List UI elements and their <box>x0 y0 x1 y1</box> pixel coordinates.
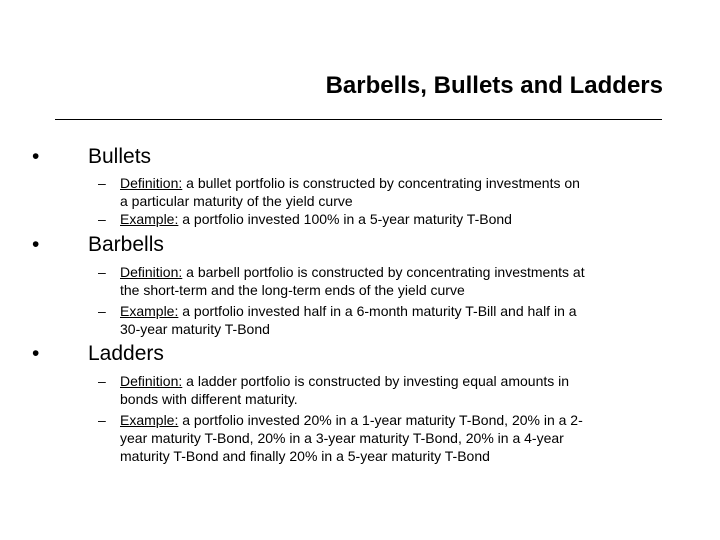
bullet-icon: • <box>32 342 40 365</box>
sub-item-line <box>120 320 577 338</box>
sub-item-text: bonds with different maturity. <box>120 391 298 407</box>
dash-icon: – <box>98 303 106 319</box>
sub-item-label: Definition: <box>120 373 183 389</box>
bullet-icon: • <box>32 145 40 168</box>
sub-item-definition <box>98 174 580 210</box>
sub-item-text: maturity T-Bond and finally 20% in a 5-year maturity T-Bond <box>120 448 490 464</box>
bullet-heading-barbells <box>32 233 164 257</box>
heading-text: Ladders <box>88 342 164 365</box>
sub-item-line <box>120 192 580 210</box>
bullet-heading-bullets <box>32 145 152 169</box>
heading-text: Barbells <box>88 233 164 256</box>
dash-icon: – <box>98 264 106 280</box>
sub-item-text: a particular maturity of the yield curve <box>120 193 353 209</box>
sub-item-example <box>98 210 512 228</box>
sub-item-label: Definition: <box>120 175 183 191</box>
sub-item-example <box>98 302 577 338</box>
sub-item-label: Definition: <box>120 264 183 280</box>
dash-icon: – <box>98 373 106 389</box>
sub-item-definition <box>98 372 569 408</box>
heading-text: Bullets <box>88 145 152 168</box>
sub-item-text: 30-year maturity T-Bond <box>120 321 270 337</box>
sub-item-line <box>120 263 585 281</box>
sub-item-example <box>98 411 583 465</box>
sub-item-line <box>120 174 580 192</box>
bullet-icon: • <box>32 233 40 256</box>
dash-icon: – <box>98 175 106 191</box>
sub-item-line <box>120 210 512 228</box>
sub-item-line <box>120 390 569 408</box>
sub-item-text: a portfolio invested half in a 6-month maturity T-Bill and half in a <box>178 303 577 319</box>
sub-item-definition <box>98 263 585 299</box>
sub-item-text: a bullet portfolio is constructed by concentrating investments on <box>182 175 580 191</box>
bullet-heading-ladders <box>32 342 164 366</box>
sub-item-line <box>120 302 577 320</box>
sub-item-line <box>120 411 583 429</box>
sub-item-line <box>120 281 585 299</box>
slide-title: Barbells, Bullets and Ladders <box>325 72 663 99</box>
sub-item-text: a portfolio invested 20% in a 1-year maturity T-Bond, 20% in a 2- <box>178 412 583 428</box>
sub-item-text: year maturity T-Bond, 20% in a 3-year maturity T-Bond, 20% in a 4-year <box>120 430 564 446</box>
sub-item-label: Example: <box>120 303 179 319</box>
sub-item-line <box>120 372 569 390</box>
title-divider <box>55 119 662 120</box>
sub-item-label: Example: <box>120 211 179 227</box>
sub-item-label: Example: <box>120 412 179 428</box>
sub-item-line <box>120 429 583 447</box>
sub-item-line <box>120 447 583 465</box>
sub-item-text: the short-term and the long-term ends of the yield curve <box>120 282 465 298</box>
sub-item-text: a portfolio invested 100% in a 5-year maturity T-Bond <box>178 211 512 227</box>
sub-item-text: a ladder portfolio is constructed by investing equal amounts in <box>182 373 570 389</box>
sub-item-text: a barbell portfolio is constructed by concentrating investments at <box>182 264 585 280</box>
dash-icon: – <box>98 412 106 428</box>
dash-icon: – <box>98 211 106 227</box>
